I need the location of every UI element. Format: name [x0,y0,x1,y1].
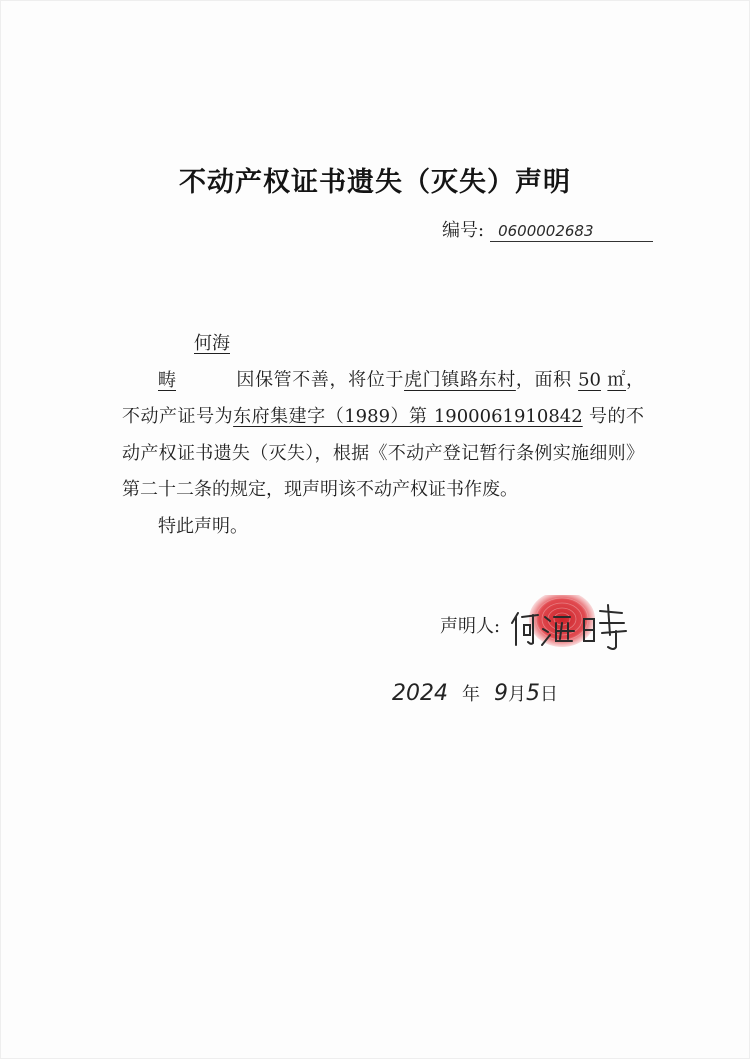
number-value: 0600002683 [490,221,653,242]
declaration-paragraph [122,326,644,509]
number-label: 编号: [442,220,485,241]
date-year: 2024 [392,681,448,706]
document-title: 不动产权证书遗失（灭失）声明 [179,167,571,198]
declarant-name: 何海畴 [158,333,230,391]
handwritten-signature [500,595,650,655]
area-unit: ㎡ [607,369,627,391]
number-row [442,216,653,242]
fingerprint-and-signature-image [500,595,650,655]
text-segment-2: ，面积 [515,369,572,391]
date-month: 9 [494,681,508,706]
month-label: 月 [508,684,526,705]
declaration-body [122,326,644,545]
date-row [392,680,558,706]
closing-line: 特此声明。 [158,515,248,537]
text-segment-4: 号的不动产权证书遗失（灭失），根据《不动产登记暂行条例实施细则》第二十二条的规定，现声明该不动产权证书作废。 [122,406,644,500]
text-segment-3: ，不动产证号为 [122,369,645,427]
day-label: 日 [540,684,558,705]
signature-row [440,595,650,655]
certificate-number: 东府集建字（1989）第 1900061910842 [233,406,583,427]
property-location: 虎门镇路东村 [404,369,516,391]
declarant-label: 声明人: [440,616,501,637]
date-day: 5 [526,681,540,706]
text-segment-1: 因保管不善，将位于 [236,369,405,391]
year-label: 年 [462,684,480,705]
property-area: 50 [578,369,602,391]
